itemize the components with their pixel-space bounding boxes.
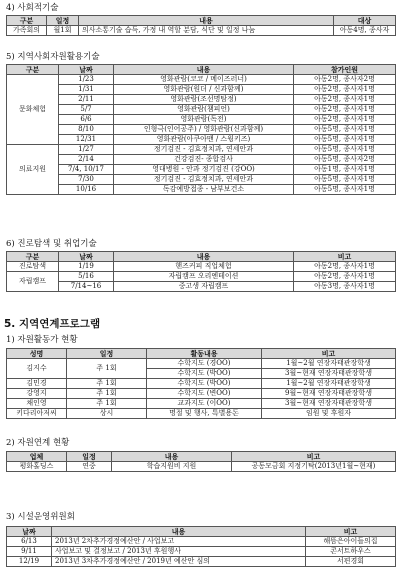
subsection-1-heading: 1) 자원활동가 현황 <box>6 335 78 345</box>
table-cell: 1월~2월 연장자태관장학생 <box>262 379 396 389</box>
table-row <box>7 75 396 85</box>
table-header-row <box>7 452 396 462</box>
committee-table <box>6 526 396 567</box>
table-cell: 주 1회 <box>67 359 147 379</box>
table-cell: 수학지도 (박OO) <box>147 379 262 389</box>
category-cell: 진로탐색 <box>7 262 59 272</box>
section-4-heading: 4) 사회적기술 <box>6 3 59 13</box>
header-cell: 구분 <box>7 16 47 26</box>
table-header-row <box>7 349 396 359</box>
header-cell: 비고 <box>262 349 396 359</box>
table-row <box>7 185 396 195</box>
category-cell: 자립캠프 <box>7 272 59 292</box>
table-row <box>7 262 396 272</box>
table-row <box>7 165 396 175</box>
table-cell: 학습지원비 지원 <box>112 462 232 472</box>
table-row <box>7 547 396 557</box>
header-cell: 성명 <box>7 349 67 359</box>
table-cell: 9/11 <box>7 547 52 557</box>
table-cell: 중고생 자립캠프 <box>114 282 294 292</box>
volunteer-table <box>6 348 396 419</box>
header-cell: 비고 <box>232 452 396 462</box>
table-cell: 아동2명, 종사자1명 <box>294 262 396 272</box>
header-cell: 내용 <box>79 16 334 26</box>
table-cell: 1/19 <box>59 262 114 272</box>
table-row <box>7 537 396 547</box>
table-cell: 해뜸은아이들의집 <box>306 537 396 547</box>
table-row <box>7 125 396 135</box>
header-cell: 날짜 <box>59 252 114 262</box>
table-cell: 영화관람(챔피언) <box>114 105 294 115</box>
table-cell: 7/30 <box>59 175 114 185</box>
table-row <box>7 85 396 95</box>
table-row <box>7 135 396 145</box>
table-cell: 아동4명, 종사자 <box>334 26 396 36</box>
table-cell: 공동모금회 지정기탁(2013년1월~현재) <box>232 462 396 472</box>
table-cell: 사업보고 및 결정보고 / 2013년 후원행사 <box>52 547 306 557</box>
table-cell: 김지수 <box>7 359 67 379</box>
table-cell: 아동5명, 종사자1명 <box>294 135 396 145</box>
table-cell: 3월~현재 연장자태관장학생 <box>262 369 396 379</box>
header-cell: 내용 <box>112 452 232 462</box>
table-cell: 주 1회 <box>67 399 147 409</box>
table-cell: 의사소통기술 습득, 가정 내 역할 분담, 식단 및 일정 나눔 <box>79 26 334 36</box>
header-cell: 비고 <box>294 252 396 262</box>
header-cell: 날짜 <box>59 65 114 75</box>
table-cell: 3월~현재 연장자태관장학생 <box>262 399 396 409</box>
table-cell: 2/14 <box>59 155 114 165</box>
part-5-title: 5. 지역연계프로그램 <box>4 318 101 330</box>
table-cell: 1월~2월 연장자태관장학생 <box>262 359 396 369</box>
table-cell: 키다리아저씨 <box>7 409 67 419</box>
table-row <box>7 389 396 399</box>
table-cell: 가족회의 <box>7 26 47 36</box>
table-cell: 주 1회 <box>67 379 147 389</box>
table-header-row <box>7 16 396 26</box>
table-row <box>7 272 396 282</box>
table-cell: 영화관람(코코 / 메이즈러너) <box>114 75 294 85</box>
table-cell: 2/11 <box>59 95 114 105</box>
table-row <box>7 145 396 155</box>
table-cell: 아동2명, 종사자1명 <box>294 272 396 282</box>
table-cell: 평화홀딩스 <box>7 462 67 472</box>
header-cell: 일정 <box>47 16 79 26</box>
table-cell: 1/23 <box>59 75 114 85</box>
table-cell: 서편경회 <box>306 557 396 567</box>
table-row <box>7 105 396 115</box>
table-cell: 2013년 2차추가경정예산안 / 사업보고 <box>52 537 306 547</box>
table-cell: 아동3명, 종사자1명 <box>294 282 396 292</box>
table-cell: 월1회 <box>47 26 79 36</box>
table-cell: 수학지도 (경OO) <box>147 359 262 369</box>
table-cell: 정기검진 - 김효정치과, 연세안과 <box>114 145 294 155</box>
table-cell: 수학지도 (변OO) <box>147 389 262 399</box>
table-cell: 주 1회 <box>67 389 147 399</box>
table-cell: 채인영 <box>7 399 67 409</box>
table-cell: 명절 및 행사, 특별용돈 <box>147 409 262 419</box>
table-cell: 영화관람(조선명탐정) <box>114 95 294 105</box>
table-cell: 아동5명, 종사자2명 <box>294 155 396 165</box>
table-cell: 콘서트하우스 <box>306 547 396 557</box>
table-cell: 아동2명, 종사자1명 <box>294 115 396 125</box>
header-cell: 일정 <box>67 349 147 359</box>
table-cell: 9월~현재 연장자태관장학생 <box>262 389 396 399</box>
table-cell: 영화관람(아쿠아맨 / 스윙키즈) <box>114 135 294 145</box>
table-cell: 6/13 <box>7 537 52 547</box>
category-cell: 문화체험 <box>7 75 59 145</box>
table-cell: 12/31 <box>59 135 114 145</box>
table-cell: 영대병원 - 안과 정기검진 (강OO) <box>114 165 294 175</box>
table-row <box>7 95 396 105</box>
community-resources-table <box>6 64 396 195</box>
table-cell: 영화관람(독전) <box>114 115 294 125</box>
table-row <box>7 155 396 165</box>
table-row <box>7 399 396 409</box>
table-cell: 정기검진 - 김효정치과, 연세안과 <box>114 175 294 185</box>
header-cell: 활동내용 <box>147 349 262 359</box>
table-cell: 5/16 <box>59 272 114 282</box>
table-cell: 영화관람(원더 / 신과함께) <box>114 85 294 95</box>
header-cell: 대상 <box>334 16 396 26</box>
table-row <box>7 409 396 419</box>
table-row <box>7 26 396 36</box>
table-cell: 건강검진- 종합검사 <box>114 155 294 165</box>
table-cell: 아동2명, 종사자1명 <box>294 105 396 115</box>
table-cell: 7/14~16 <box>59 282 114 292</box>
table-cell: 연중 <box>67 462 112 472</box>
table-cell: 10/16 <box>59 185 114 195</box>
table-cell: 아동1명, 종사자1명 <box>294 165 396 175</box>
table-cell: 7/4, 10/17 <box>59 165 114 175</box>
table-cell: 5/7 <box>59 105 114 115</box>
header-cell: 구분 <box>7 65 59 75</box>
header-cell: 내용 <box>52 527 306 537</box>
table-cell: 아동2명, 종사자1명 <box>294 85 396 95</box>
table-cell: 자립캠프 오리엔테이션 <box>114 272 294 282</box>
subsection-3-heading: 3) 시설운영위원회 <box>6 512 75 522</box>
table-header-row <box>7 527 396 537</box>
table-cell: 아동5명, 종사자1명 <box>294 175 396 185</box>
resource-link-table <box>6 451 396 472</box>
table-cell: 12/19 <box>7 557 52 567</box>
table-cell: 김민경 <box>7 379 67 389</box>
table-cell: 교과지도 (이OO) <box>147 399 262 409</box>
table-cell: 1/31 <box>59 85 114 95</box>
table-cell: 임원 및 후원자 <box>262 409 396 419</box>
table-row <box>7 557 396 567</box>
table-row <box>7 462 396 472</box>
table-cell: 8/10 <box>59 125 114 135</box>
table-cell: 아동5명, 종사자1명 <box>294 125 396 135</box>
table-cell: 상시 <box>67 409 147 419</box>
section-6-heading: 6) 진로탐색 및 취업기술 <box>6 239 97 249</box>
table-cell: 인형극(인어공주) / 영화관람(신과함께) <box>114 125 294 135</box>
header-cell: 날짜 <box>7 527 52 537</box>
header-cell: 일정 <box>67 452 112 462</box>
header-cell: 비고 <box>306 527 396 537</box>
table-cell: 핸즈커피 직업체험 <box>114 262 294 272</box>
social-skills-table <box>6 15 396 36</box>
table-cell: 수학지도 (박OO) <box>147 369 262 379</box>
table-cell: 아동2명, 종사자2명 <box>294 75 396 85</box>
table-row <box>7 175 396 185</box>
header-cell: 업체 <box>7 452 67 462</box>
header-cell: 참가인원 <box>294 65 396 75</box>
header-cell: 내용 <box>114 65 294 75</box>
table-cell: 6/6 <box>59 115 114 125</box>
table-cell: 강영지 <box>7 389 67 399</box>
table-row <box>7 282 396 292</box>
table-row <box>7 379 396 389</box>
header-cell: 내용 <box>114 252 294 262</box>
table-header-row <box>7 65 396 75</box>
table-cell: 독감예방접종 - 남부보건소 <box>114 185 294 195</box>
table-cell: 아동5명, 종사자1명 <box>294 145 396 155</box>
table-cell: 아동5명, 종사자1명 <box>294 185 396 195</box>
table-cell: 1/27 <box>59 145 114 155</box>
career-table <box>6 251 396 292</box>
subsection-2-heading: 2) 자원연계 현황 <box>6 438 70 448</box>
table-row <box>7 115 396 125</box>
category-cell: 의료지원 <box>7 145 59 195</box>
table-header-row <box>7 252 396 262</box>
table-cell: 2013년 3차추가경정예산안 / 2019년 예산안 심의 <box>52 557 306 567</box>
table-row <box>7 359 396 369</box>
section-5-heading: 5) 지역사회자원활용기술 <box>6 52 100 62</box>
header-cell: 구분 <box>7 252 59 262</box>
table-cell: 아동2명, 종사자1명 <box>294 95 396 105</box>
